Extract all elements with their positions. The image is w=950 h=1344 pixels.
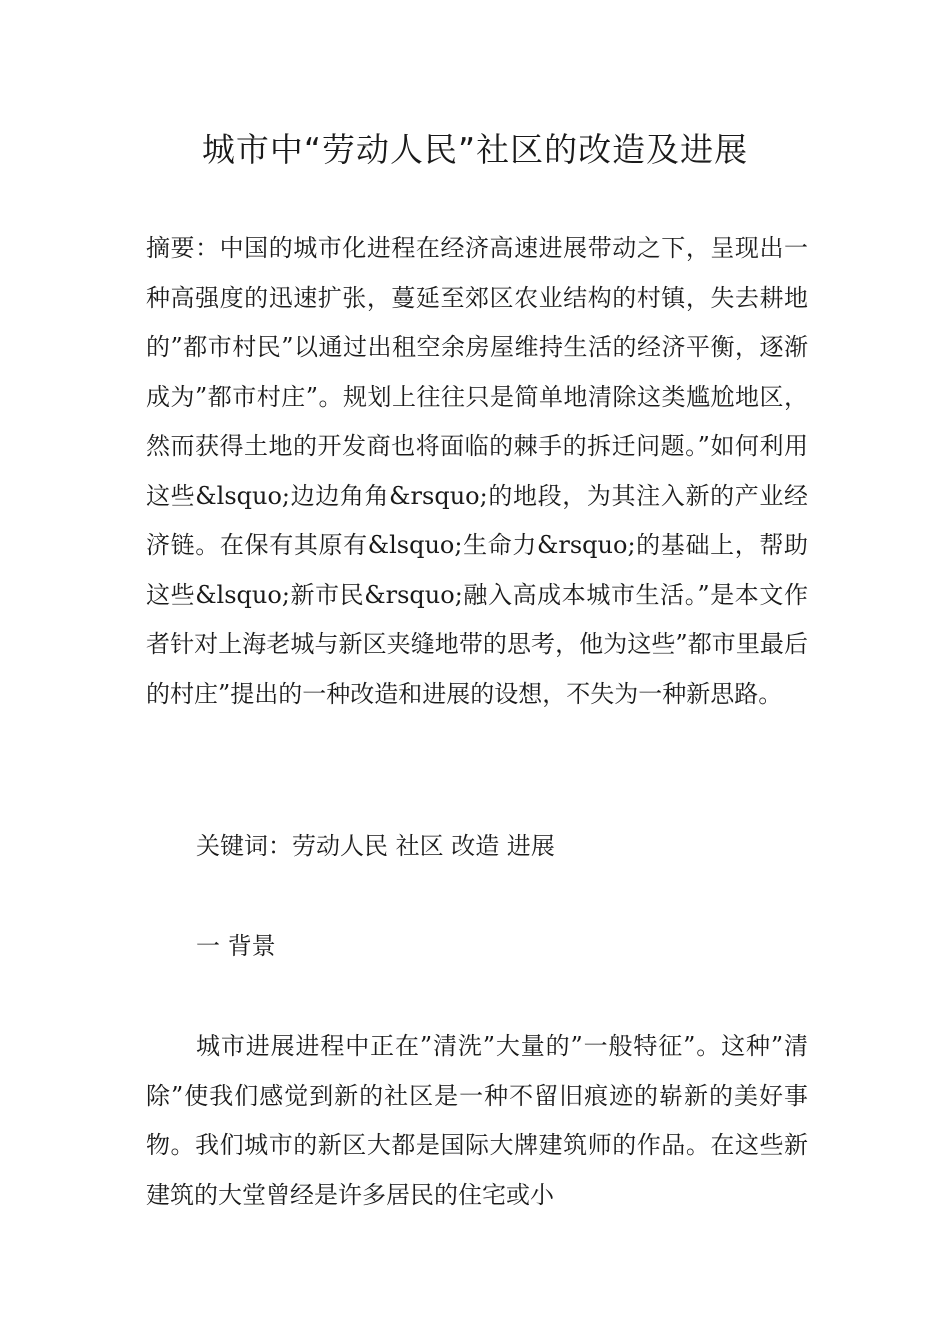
body-paragraph: 城市进展进程中正在”清洗”大量的”一般特征”。这种”清除”使我们感觉到新的社区是一种不留旧痕迹的崭新的美好事物。我们城市的新区大都是国际大牌建筑师的作品。在这些新建筑的大堂曾经是许多居民的住宅或小: [146, 1032, 808, 1209]
abstract-paragraph: 摘要：中国的城市化进程在经济高速进展带动之下，呈现出一种高强度的迅速扩张，蔓延至郊区农业结构的村镇，失去耕地的”都市村民”以通过出租空余房屋维持生活的经济平衡，逐渐成为”都市村庄”。规划上往往只是简单地清除这类尴尬地区，然而获得土地的开发商也将面临的棘手的拆迁问题。”如何利用这些&lsquo;边边角角&rsquo;的地段，为其注入新的产业经济链。在保有其原有&lsquo;生命力&rsquo;的基础上，帮助这些&lsquo;新市民&rsquo;融入高成本城市生活。”是本文作者针对上海老城与新区夹缝地带的思考，他为这些”都市里最后的村庄”提出的一种改造和进展的设想，不失为一种新思路。: [146, 234, 808, 708]
section-heading: 一 背景: [196, 932, 276, 960]
keywords-line: 关键词：劳动人民 社区 改造 进展: [196, 832, 555, 860]
document-title: 城市中“劳动人民”社区的改造及进展: [201, 130, 749, 169]
